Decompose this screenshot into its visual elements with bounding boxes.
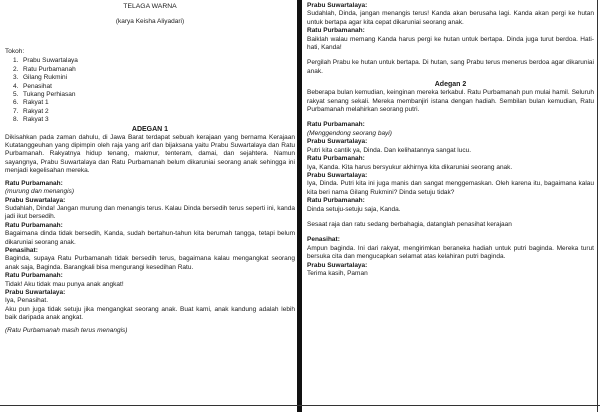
dialogue-line: Iya, Kanda. Kita harus bersyukur akhirnya kita dikaruniai seorang anak. [307, 163, 513, 171]
scene-heading-2: Adegan 2 [434, 81, 467, 89]
speaker-label: Ratu Purbamanah: [5, 272, 63, 280]
speaker-label: Ratu Purbamanah: [307, 155, 365, 163]
cast-item: 3. Gilang Rukmini [13, 74, 68, 82]
cast-item: 2. Ratu Purbamanah [13, 65, 76, 73]
dialogue-line: Dinda setuju-setuju saja, Kanda. [307, 205, 401, 213]
speaker-label: Prabu Suwartalaya: [307, 2, 368, 9]
dialogue-line: Iya, Penasihat. [5, 297, 48, 305]
dialogue-line: Terima kasih, Paman [307, 269, 368, 277]
left-column [2, 0, 298, 412]
page-edge-right [597, 0, 598, 412]
dialogue-line: Aku pun juga tidak setuju jika mengangkat seorang anak. Buat kami, anak kandung adalah lebih baik daripada anak angkat. [5, 305, 295, 322]
speaker-label: Ratu Purbamanah: [307, 27, 365, 35]
dialogue-line: Tidak! Aku tidak mau punya anak angkat! [5, 280, 124, 288]
dialogue-line: Baginda, supaya Ratu Purbamanah tidak bersedih terus, bagaimana kalau mengangkat seorang anak saja, Baginda. Barangkali bisa mengurangi kesedihan Ratu. [5, 255, 295, 271]
scene-heading-1: ADEGAN 1 [131, 125, 169, 133]
dialogue-line: Putri kita cantik ya, Dinda. Dan kelihatannya sangat lucu. [307, 146, 472, 154]
speaker-label: Prabu Suwartalaya: [307, 138, 368, 146]
stage-direction: (Ratu Purbamanah masih terus menangis) [5, 326, 128, 334]
play-author: (karya Keisha Aliyadari) [115, 17, 185, 25]
cast-heading: Tokoh: [5, 48, 25, 55]
speaker-label: Prabu Suwartalaya: [5, 288, 66, 296]
dialogue-line: Baiklah walau memang Kanda harus pergi ke hutan untuk bertapa. Dinda juga turut berdoa. Hati-hati, Kanda! [307, 35, 594, 52]
narration: Pergilah Prabu ke hutan untuk bertapa. Di hutan, sang Prabu terus menerus berdoa agar dikaruniai anak. [307, 59, 594, 75]
speaker-label: Ratu Purbamanah: [307, 197, 365, 205]
speaker-label: Penasihat: [307, 236, 340, 244]
speaker-label: Prabu Suwartalaya: [5, 196, 66, 204]
dialogue-line: Ampun baginda. Ini dari rakyat, mengirimkan beraneka hadiah untuk putri baginda. Mereka turut bersuka cita dan mengucapkan selamat atas kelahiran putri baginda. [307, 244, 594, 261]
speaker-label: Ratu Purbamanah: [307, 121, 365, 129]
cast-item: 4. Penasihat [13, 82, 52, 90]
speaker-label: Prabu Suwartalaya: [307, 171, 368, 179]
narration: Sesaat raja dan ratu sedang berbahagia, datanglah penasihat kerajaan [307, 220, 512, 228]
speaker-label: Penasihat: [5, 246, 38, 254]
play-title: TELAGA WARNA [123, 3, 177, 10]
dialogue-line: Iya, Dinda. Putri kita ini juga manis dan sangat menggemaskan. Oleh karena itu, bagaimana kalau kita beri nama Gilang Rukmini? Dinda setuju tidak? [307, 180, 594, 196]
stage-direction: (Menggendong seorang bayi) [307, 129, 392, 137]
narration: Beberapa bulan kemudian, keinginan mereka terkabul. Ratu Purbamanah pun mulai hamil. Seluruh rakyat senang sekali. Mereka membanjiri istana dengan hadiah. Sembilan bulan kemudian, Ratu Purbamanah melahirkan seorang putri. [307, 89, 594, 114]
speaker-label: Prabu Suwartalaya: [307, 261, 368, 269]
narration-intro: Dikisahkan pada zaman dahulu, di Jawa Barat terdapat sebuah kerajaan yang bernama Kerajaan Kutatanggeuhan yang dipimpin oleh raja yang arif dan bijaksana yaitu Prabu Suwartalaya dan Ratu Purbamanah. Rakyatnya hidup tenang, makmur, tenteram, damai, dan sejahtera. Namun sayangnya, Prabu Suwartalaya dan Ratu Purbamanah belum dikaruniai seorang anak sehingga ini menjadi kegelisahan mereka. [5, 133, 295, 175]
right-column [302, 0, 598, 412]
dialogue-line: Sudahlah, Dinda, jangan menangis terus! Kanda akan berusaha lagi. Kanda akan pergi ke hutan untuk bertapa agar kita cepat dikaruniai seorang anak. [307, 10, 594, 26]
page-edge-bottom [0, 405, 600, 406]
speaker-label: Ratu Purbamanah: [5, 221, 63, 229]
dialogue-line: Sudahlah, Dinda! Jangan murung dan menangis terus. Kalau Dinda bersedih terus seperti ini, kanda jadi ikut bersedih. [5, 204, 295, 221]
cast-item: 7. Rakyat 2 [13, 107, 49, 115]
cast-item: 1. Prabu Suwartalaya [13, 57, 78, 65]
cast-item: 6. Rakyat 1 [13, 99, 49, 107]
stage-direction: (murung dan menangis) [5, 188, 75, 196]
cast-list [5, 57, 295, 124]
speaker-label: Ratu Purbamanah: [5, 179, 63, 187]
dialogue-line: Bagaimana dinda tidak bersedih, Kanda, sudah bertahun-tahun kita berumah tangga, tetapi belum dikaruniai seorang anak. [5, 230, 295, 246]
cast-item: 5. Tukang Perhiasan [13, 91, 76, 99]
cast-item: 8. Rakyat 3 [13, 116, 49, 124]
